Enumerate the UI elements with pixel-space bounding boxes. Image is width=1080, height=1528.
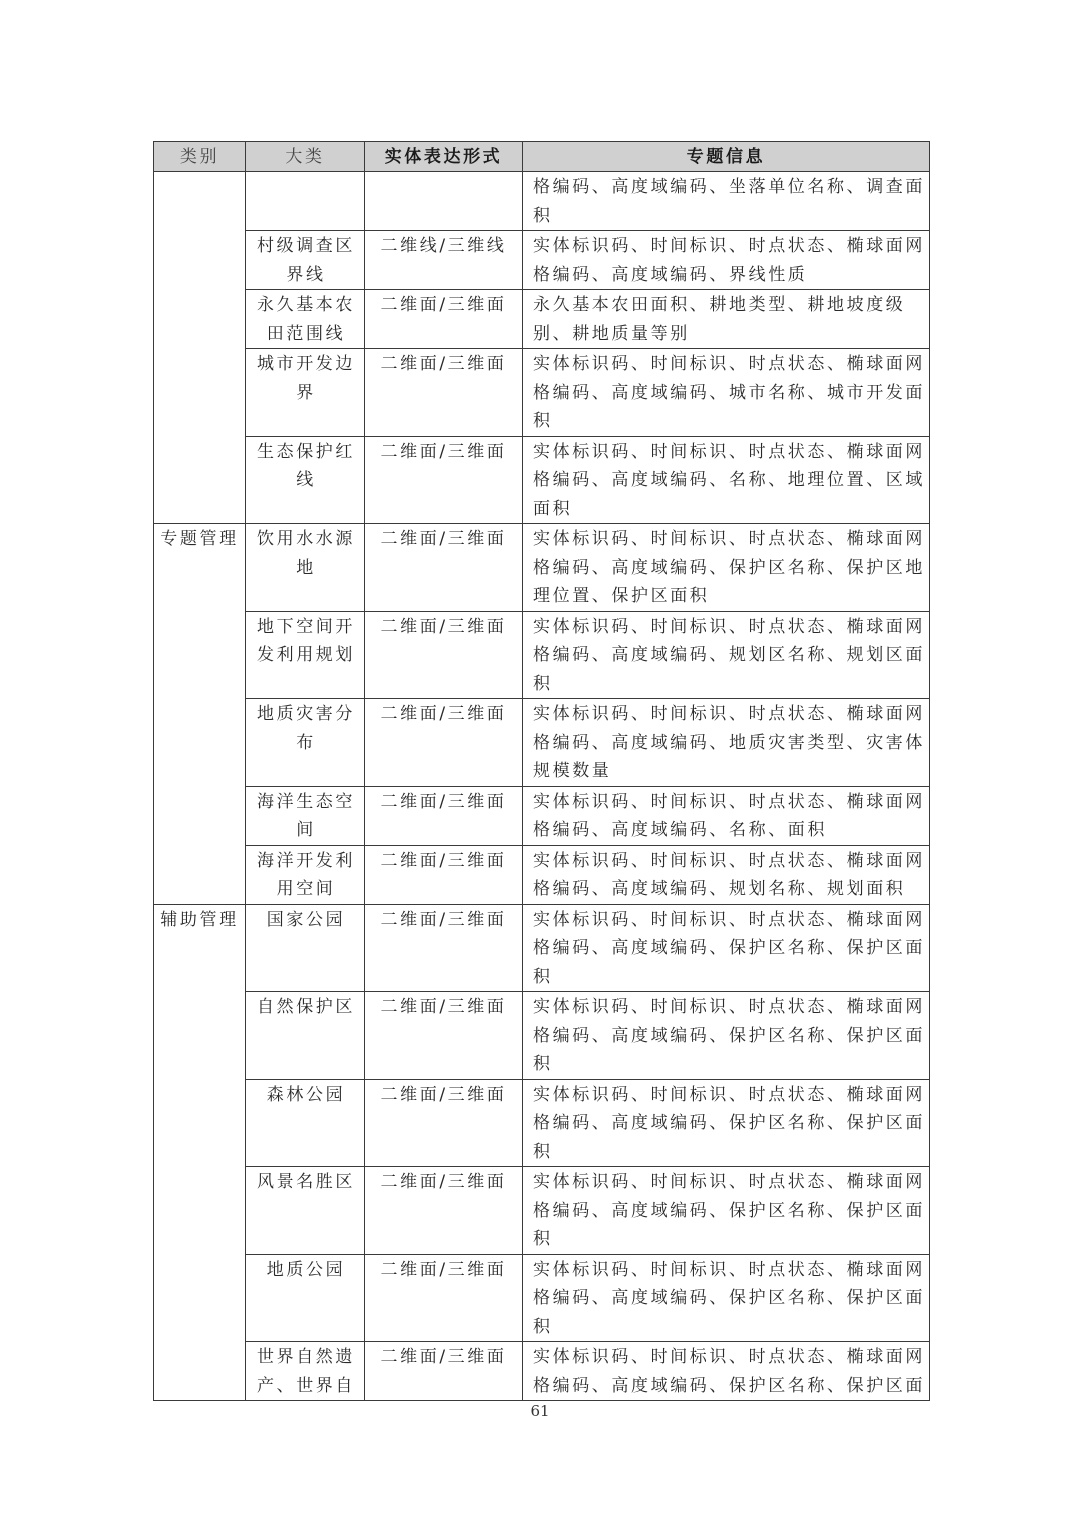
table-row — [154, 611, 930, 699]
table-row — [154, 992, 930, 1080]
data-table — [153, 141, 930, 1401]
form-cell: 二维面/三维面 — [365, 904, 523, 992]
info-cell: 实体标识码、时间标识、时点状态、椭球面网格编码、高度域编码、界线性质 — [523, 231, 930, 290]
info-cell: 永久基本农田面积、耕地类型、耕地坡度级别、耕地质量等别 — [523, 290, 930, 349]
form-cell: 二维面/三维面 — [365, 611, 523, 699]
major-cell: 地质公园 — [246, 1254, 365, 1342]
major-cell: 永久基本农田范围线 — [246, 290, 365, 349]
form-cell — [365, 172, 523, 231]
info-cell: 实体标识码、时间标识、时点状态、椭球面网格编码、高度域编码、名称、地理位置、区域面积 — [523, 436, 930, 524]
header-form: 实体表达形式 — [365, 142, 523, 172]
form-cell: 二维面/三维面 — [365, 786, 523, 845]
form-cell: 二维面/三维面 — [365, 1167, 523, 1255]
header-major: 大类 — [246, 142, 365, 172]
major-cell: 海洋生态空间 — [246, 786, 365, 845]
form-cell: 二维面/三维面 — [365, 699, 523, 787]
table-row — [154, 1342, 930, 1401]
info-cell: 实体标识码、时间标识、时点状态、椭球面网格编码、高度域编码、保护区名称、保护区面积 — [523, 904, 930, 992]
major-cell: 森林公园 — [246, 1079, 365, 1167]
major-cell: 世界自然遗产、世界自 — [246, 1342, 365, 1401]
major-cell: 饮用水水源地 — [246, 524, 365, 612]
table-row — [154, 845, 930, 904]
table-row — [154, 349, 930, 437]
major-cell: 海洋开发利用空间 — [246, 845, 365, 904]
header-category: 类别 — [154, 142, 246, 172]
table-row — [154, 1254, 930, 1342]
form-cell: 二维面/三维面 — [365, 845, 523, 904]
major-cell: 地质灾害分布 — [246, 699, 365, 787]
info-cell: 实体标识码、时间标识、时点状态、椭球面网格编码、高度域编码、规划区名称、规划区面积 — [523, 611, 930, 699]
form-cell: 二维面/三维面 — [365, 992, 523, 1080]
category-cell — [154, 172, 246, 524]
info-cell: 实体标识码、时间标识、时点状态、椭球面网格编码、高度域编码、城市名称、城市开发面积 — [523, 349, 930, 437]
table-row — [154, 786, 930, 845]
info-cell: 实体标识码、时间标识、时点状态、椭球面网格编码、高度域编码、名称、面积 — [523, 786, 930, 845]
info-cell: 实体标识码、时间标识、时点状态、椭球面网格编码、高度域编码、保护区名称、保护区面 — [523, 1342, 930, 1401]
major-cell: 国家公园 — [246, 904, 365, 992]
form-cell: 二维面/三维面 — [365, 1342, 523, 1401]
table-row — [154, 436, 930, 524]
info-cell: 实体标识码、时间标识、时点状态、椭球面网格编码、高度域编码、地质灾害类型、灾害体规模数量 — [523, 699, 930, 787]
table-row — [154, 172, 930, 231]
table-row — [154, 1079, 930, 1167]
table-row — [154, 1167, 930, 1255]
info-cell: 实体标识码、时间标识、时点状态、椭球面网格编码、高度域编码、规划名称、规划面积 — [523, 845, 930, 904]
form-cell: 二维线/三维线 — [365, 231, 523, 290]
info-cell: 格编码、高度域编码、坐落单位名称、调查面积 — [523, 172, 930, 231]
info-cell: 实体标识码、时间标识、时点状态、椭球面网格编码、高度域编码、保护区名称、保护区面积 — [523, 1167, 930, 1255]
page-number: 61 — [530, 1402, 550, 1420]
header-row — [154, 142, 930, 172]
table-row — [154, 699, 930, 787]
major-cell — [246, 172, 365, 231]
major-cell: 自然保护区 — [246, 992, 365, 1080]
major-cell: 生态保护红线 — [246, 436, 365, 524]
category-cell: 专题管理 — [154, 524, 246, 905]
table-row — [154, 290, 930, 349]
info-cell: 实体标识码、时间标识、时点状态、椭球面网格编码、高度域编码、保护区名称、保护区面积 — [523, 1254, 930, 1342]
info-cell: 实体标识码、时间标识、时点状态、椭球面网格编码、高度域编码、保护区名称、保护区面积 — [523, 992, 930, 1080]
form-cell: 二维面/三维面 — [365, 1254, 523, 1342]
info-cell: 实体标识码、时间标识、时点状态、椭球面网格编码、高度域编码、保护区名称、保护区面积 — [523, 1079, 930, 1167]
form-cell: 二维面/三维面 — [365, 290, 523, 349]
form-cell: 二维面/三维面 — [365, 436, 523, 524]
info-cell: 实体标识码、时间标识、时点状态、椭球面网格编码、高度域编码、保护区名称、保护区地理位置、保护区面积 — [523, 524, 930, 612]
major-cell: 风景名胜区 — [246, 1167, 365, 1255]
form-cell: 二维面/三维面 — [365, 524, 523, 612]
major-cell: 地下空间开发利用规划 — [246, 611, 365, 699]
form-cell: 二维面/三维面 — [365, 349, 523, 437]
major-cell: 城市开发边界 — [246, 349, 365, 437]
table-row — [154, 524, 930, 612]
major-cell: 村级调查区界线 — [246, 231, 365, 290]
category-cell: 辅助管理 — [154, 904, 246, 1401]
table-row — [154, 231, 930, 290]
header-info: 专题信息 — [523, 142, 930, 172]
form-cell: 二维面/三维面 — [365, 1079, 523, 1167]
table-row — [154, 904, 930, 992]
